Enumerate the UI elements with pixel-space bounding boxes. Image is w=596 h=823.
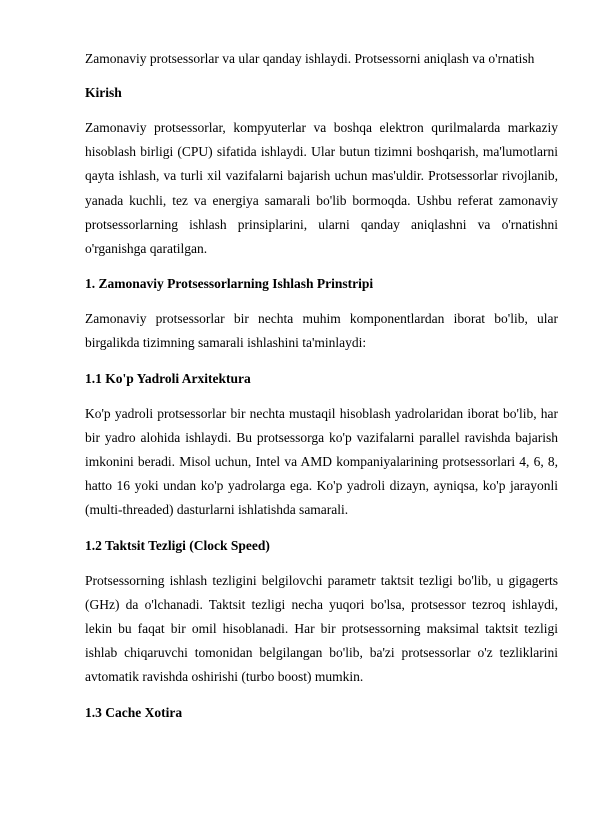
document-body [85, 48, 558, 724]
section-1-paragraph: Zamonaviy protsessorlar bir nechta muhim komponentlardan iborat bo'lib, ular birgalikda tizimning samarali ishlashini ta'minlaydi: [85, 311, 558, 351]
intro-heading: Kirish [85, 85, 122, 100]
intro-paragraph: Zamonaviy protsessorlar, kompyuterlar va boshqa elektron qurilmalarda markaziy hisoblash birligi (CPU) sifatida ishlaydi. Ular butun tizimni boshqarish, ma'lumotlarni qayta ishlash, va turli xil vazifalarni bajarish uchun mas'uldir. Protsessorlar rivojlanib, yanada kuchli, tez va energiya samarali bo'lib bormoqda. Ushbu referat zamonaviy protsessorlarning ishlash prinsiplarini, ularni qanday aniqlashni va o'rnatishni o'rganishga qaratilgan. [85, 120, 558, 257]
section-1-3-heading: 1.3 Cache Xotira [85, 704, 183, 720]
section-1-2-heading: 1.2 Taktsit Tezligi (Clock Speed) [85, 537, 270, 553]
section-1-1-heading: 1.1 Ko'p Yadroli Arxitektura [85, 370, 251, 386]
section-1-1-paragraph: Ko'p yadroli protsessorlar bir nechta mustaqil hisoblash yadrolaridan iborat bo'lib, har bir yadro alohida ishlaydi. Bu protsessorga ko'p vazifalarni parallel ravishda bajarish imkonini beradi. Misol uchun, Intel va AMD kompaniyalarining protsessorlari 4, 6, 8, hatto 16 yoki undan ko'p yadrolarga ega. Ko'p yadroli dizayn, ayniqsa, ko'p jarayonli (multi-threaded) dasturlarni ishlatishda samarali. [85, 405, 558, 518]
section-1-2-paragraph: Protsessorning ishlash tezligini belgilovchi parametr taktsit tezligi bo'lib, u gigagerts (GHz) da o'lchanadi. Taktsit tezligi necha yuqori bo'lsa, protsessor tezroq ishlaydi, lekin bu faqat bir omil hisoblanadi. Har bir protsessorning maksimal taktsit tezligi ishlab chiqaruvchi tomonidan belgilangan bo'lib, ba'zi protsessorlar o'z tezliklarini avtomatik ravishda oshirishi (turbo boost) mumkin. [85, 572, 558, 685]
section-1-heading: 1. Zamonaviy Protsessorlarning Ishlash Prinstripi [85, 276, 374, 292]
document-title-line: Zamonaviy protsessorlar va ular qanday ishlaydi. Protsessorni aniqlash va o'rnatish [85, 51, 535, 66]
